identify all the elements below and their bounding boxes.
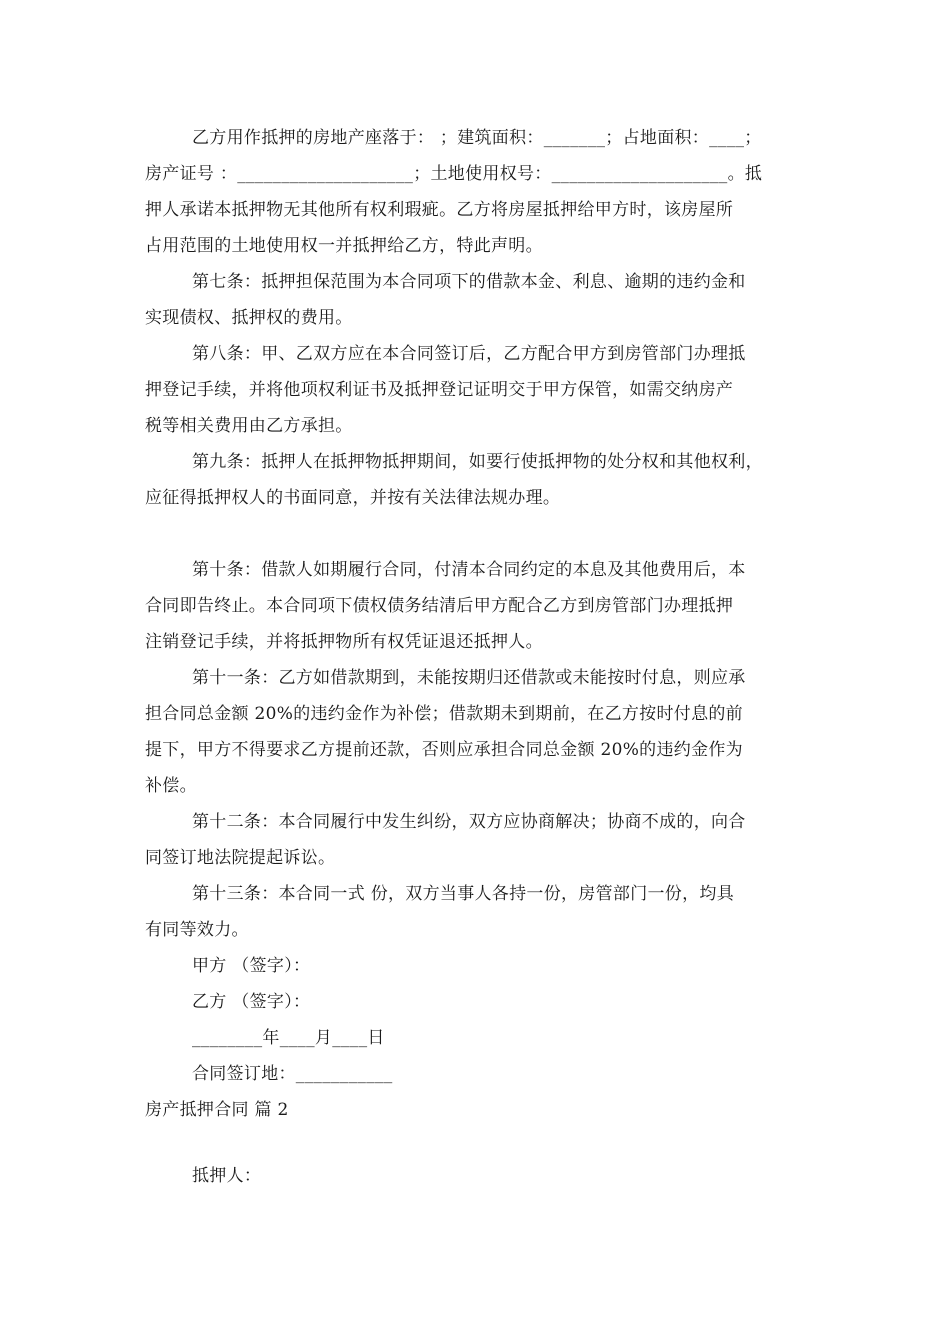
clause8-line-3: 税等相关费用由乙方承担。 bbox=[145, 416, 353, 436]
clause8-line-1: 第八条：甲、乙双方应在本合同签订后，乙方配合甲方到房管部门办理抵 bbox=[192, 344, 746, 364]
clause11-line-1: 第十一条：乙方如借款期到，未能按期归还借款或未能按时付息，则应承 bbox=[192, 668, 746, 688]
clause6-line-2: 房产证号 ：____________________；土地使用权号：____________________。抵 bbox=[145, 164, 763, 184]
clause6-line-1: 乙方用作抵押的房地产座落于： ；建筑面积：_______；占地面积：____； bbox=[192, 128, 762, 148]
party-a-signature: 甲方 （签字）： bbox=[192, 956, 311, 976]
clause11-line-2: 担合同总金额 20%的违约金作为补偿；借款期未到期前，在乙方按时付息的前 bbox=[145, 704, 743, 724]
clause11-line-4: 补偿。 bbox=[145, 776, 197, 796]
clause6-line-3: 押人承诺本抵押物无其他所有权利瑕疵。乙方将房屋抵押给甲方时，该房屋所 bbox=[145, 200, 734, 220]
clause13-line-1: 第十三条：本合同一式 份，双方当事人各持一份，房管部门一份，均具 bbox=[192, 884, 735, 904]
section-2-title: 房产抵押合同 篇 2 bbox=[145, 1100, 289, 1120]
clause9-line-2: 应征得抵押权人的书面同意，并按有关法律法规办理。 bbox=[145, 488, 561, 508]
clause12-line-1: 第十二条：本合同履行中发生纠纷，双方应协商解决；协商不成的，向合 bbox=[192, 812, 746, 832]
clause11-line-3: 提下，甲方不得要求乙方提前还款，否则应承担合同总金额 20%的违约金作为 bbox=[145, 740, 743, 760]
clause10-line-3: 注销登记手续，并将抵押物所有权凭证退还抵押人。 bbox=[145, 632, 543, 652]
clause12-line-2: 同签订地法院提起诉讼。 bbox=[145, 848, 336, 868]
clause8-line-2: 押登记手续，并将他项权利证书及抵押登记证明交于甲方保管，如需交纳房产 bbox=[145, 380, 734, 400]
clause9-line-1: 第九条：抵押人在抵押物抵押期间，如要行使抵押物的处分权和其他权利， bbox=[192, 452, 763, 472]
clause10-line-2: 合同即告终止。本合同项下债权债务结清后甲方配合乙方到房管部门办理抵押 bbox=[145, 596, 734, 616]
clause7-line-1: 第七条：抵押担保范围为本合同项下的借款本金、利息、逾期的违约金和 bbox=[192, 272, 746, 292]
date-line: ________年____月____日 bbox=[192, 1028, 385, 1048]
clause13-line-2: 有同等效力。 bbox=[145, 920, 249, 940]
mortgagor-label: 抵押人： bbox=[192, 1166, 262, 1186]
clause6-line-4: 占用范围的土地使用权一并抵押给乙方，特此声明。 bbox=[145, 236, 543, 256]
clause10-line-1: 第十条：借款人如期履行合同，付清本合同约定的本息及其他费用后，本 bbox=[192, 560, 746, 580]
signing-place: 合同签订地：___________ bbox=[192, 1064, 393, 1084]
party-b-signature: 乙方 （签字）： bbox=[192, 992, 311, 1012]
clause7-line-2: 实现债权、抵押权的费用。 bbox=[145, 308, 353, 328]
